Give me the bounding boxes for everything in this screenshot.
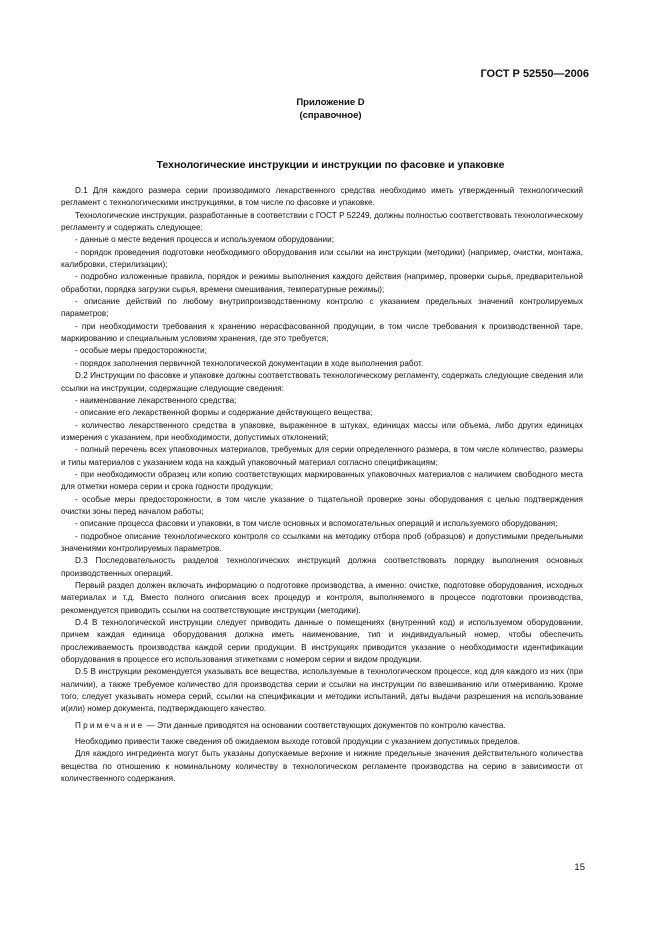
list-item: - данные о месте ведения процесса и используемом оборудовании; — [75, 235, 334, 245]
section-title: Технологические инструкции и инструкции по фасовке и упаковке — [156, 159, 505, 171]
list-item: - порядок заполнения первичной технологической документации в ходе выполнения работ. — [75, 358, 424, 368]
list-item: - подробное описание технологического контроля со ссылками на методику отбора проб (образцов) и допустимыми предельными значениями контролируемых параметров. — [61, 531, 583, 553]
appendix-label: Приложение D — [296, 97, 365, 108]
list-item: - наименование лекарственного средства; — [75, 395, 237, 405]
paragraph: Первый раздел должен включать информацию о подготовке производства, а именно: очистке, подготовке оборудования, исходных материалах и т.д. Вместо полного описания всех процедур и контроля, выполняемого в процессе подготовки производства, рекомендуется приводить ссылки на соответствующие инструкции (методики). — [61, 581, 583, 615]
list-item: - при необходимости образец или копию соответствующих маркированных упаковочных материалов с наличием свободного места для отметки номера серии и срока годности продукции; — [61, 469, 583, 492]
paragraph: D.4 В технологической инструкции следует приводить данные о помещениях (внутренний код) и используемом оборудовании, причем каждая единица оборудования должна иметь наименование, тип и индивидуальный номер, чтобы обеспечить прослеживаемость производства каждой серии продукции. В инструкциях приводится указание о необходимости идентификации оборудования в процессе его использования этикетками с номером серии и видом продукции. — [61, 618, 583, 665]
list-item: - полный перечень всех упаковочных материалов, требуемых для серии определенного размера, в том числе количество, размеры и типы материалов с указанием кода на каждый упаковочный материал согласно спецификациям; — [61, 445, 583, 467]
paragraph: D.2 Инструкции по фасовке и упаковке должны соответствовать технологическому регламенту, содержать следующие сведения или ссылки на инструкции, содержащие следующие сведения: — [61, 371, 583, 393]
list-item: - количество лекарственного средства в упаковке, выраженное в штуках, единицах массы или объема, либо других единицах измерения с указанием, при необходимости, допустимых отклонений; — [61, 420, 583, 442]
appendix-heading — [0, 96, 661, 122]
list-item: - при необходимости требования к хранению нерасфасованной продукции, в том числе требования к производственной таре, маркированию и специальным условиям хранения, где это требуется; — [61, 321, 583, 344]
list-item: - описание действий по любому внутрипроизводственному контролю с указанием предельных значений контролируемых параметров; — [61, 297, 583, 319]
paragraph: Технологические инструкции, разработанные в соответствии с ГОСТ Р 52249, должны полностью соответствовать технологическому регламенту и содержать следующее: — [61, 210, 583, 233]
paragraph: Для каждого ингредиента могут быть указаны допускаемые верхние и нижние предельные значения действительного количества вещества по отношению к номинальному количеству в технологическом регламенте производства на серию в зависимости от количественного содержания. — [61, 749, 583, 784]
list-item: - порядок проведения подготовки необходимого оборудования или ссылки на инструкции (методики) (например, очистки, монтажа, калибровки, стерилизации); — [61, 247, 583, 270]
list-item: - описание его лекарственной формы и содержание действующего вещества; — [75, 408, 373, 418]
list-item: - подробно изложенные правила, порядок и режимы выполнения каждого действия (например, проверки сырья, предварительной обработки, порядка загрузки сырья, времени смешивания, температурные режимы); — [61, 272, 583, 294]
note-text: — Эти данные приводятся на основании соответствующих документов по контролю качества. — [144, 720, 506, 730]
note — [61, 720, 583, 732]
paragraph: D.1 Для каждого размера серии производимого лекарственного средства необходимо иметь утвержденный технологический регламент с технологическими инструкциями, в том числе по фасовке и упаковке. — [61, 186, 583, 208]
appendix-type: (справочное) — [299, 110, 362, 121]
paragraph: D.3 Последовательность разделов технологических инструкций должна соответствовать порядку выполнения основных производственных операций. — [61, 556, 583, 578]
note-label: Примечание — [75, 720, 145, 730]
document-id: ГОСТ Р 52550—2006 — [480, 68, 589, 80]
document-body — [61, 185, 583, 786]
list-item: - особые меры предосторожности; — [75, 346, 207, 356]
paragraph: D.5 В инструкции рекомендуется указывать все вещества, используемые в технологическом процессе, код для каждого из них (при наличии), а также требуемое количество для производства серии и ссылки на инструкции по взвешиванию или отмериванию. Кроме того, следует указывать номера серий, ссылки на спецификации и методики испытаний, даты выдачи разрешения на использование и(или) номер документа, подтверждающего качество. — [61, 667, 583, 714]
list-item: - особые меры предосторожности, в том числе указание о тщательной проверке зоны оборудования с целью подтверждения очистки зоны перед началом работы; — [61, 494, 583, 516]
list-item: - описание процесса фасовки и упаковки, в том числе основных и вспомогательных операций и используемого оборудования; — [75, 519, 558, 529]
paragraph: Необходимо привести также сведения об ожидаемом выходе готовой продукции с указанием допустимых пределов. — [75, 737, 520, 747]
page-number: 15 — [574, 862, 585, 873]
